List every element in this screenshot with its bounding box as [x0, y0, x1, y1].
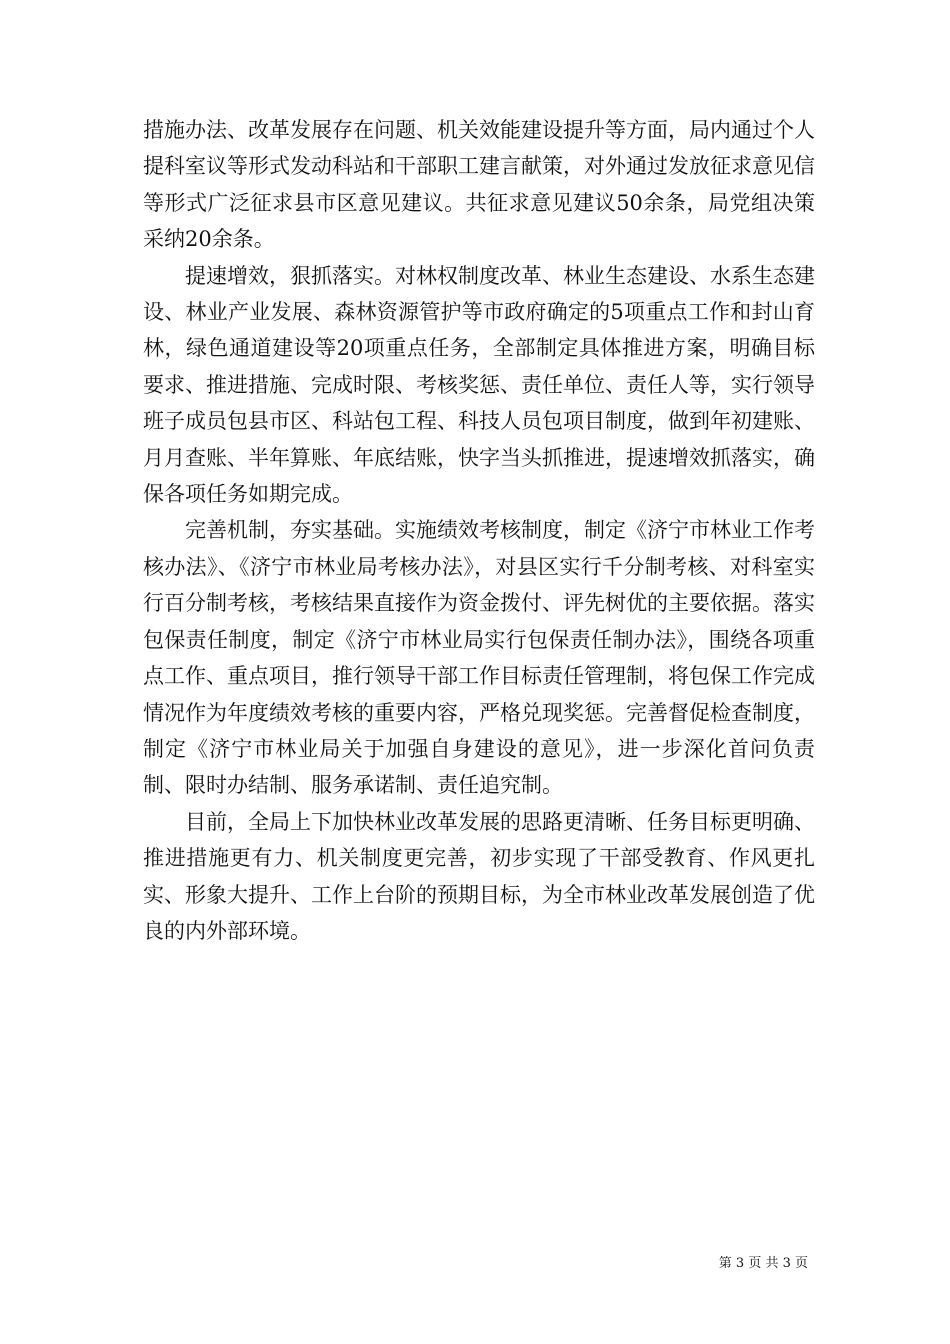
page-number-footer: 第 3 页 共 3 页 [718, 1256, 808, 1271]
paragraph-4: 目前，全局上下加快林业改革发展的思路更清晰、任务目标更明确、推进措施更有力、机关制度更完善，初步实现了干部受教育、作风更扎实、形象大提升、工作上台阶的预期目标，为全市林业改革发展创造了优良的内外部环境。 [143, 809, 815, 943]
paragraph-1: 措施办法、改革发展存在问题、机关效能建设提升等方面，局内通过个人提科室议等形式发动科站和干部职工建言献策，对外通过发放征求意见信等形式广泛征求县市区意见建议。共征求意见建议50余条，局党组决策采纳20余条。 [143, 118, 815, 252]
paragraph-3: 完善机制，夯实基础。实施绩效考核制度，制定《济宁市林业工作考核办法》、《济宁市林业局考核办法》，对县区实行千分制考核、对科室实行百分制考核，考核结果直接作为资金拨付、评先树优的主要依据。落实包保责任制度，制定《济宁市林业局实行包保责任制办法》，围绕各项重点工作、重点项目，推行领导干部工作目标责任管理制，将包保工作完成情况作为年度绩效考核的重要内容，严格兑现奖惩。完善督促检查制度，制定《济宁市林业局关于加强自身建设的意见》，进一步深化首问负责制、限时办结制、服务承诺制、责任追究制。 [143, 518, 815, 798]
body-text [143, 112, 815, 949]
paragraph-2: 提速增效，狠抓落实。对林权制度改革、林业生态建设、水系生态建设、林业产业发展、森林资源管护等市政府确定的5项重点工作和封山育林，绿色通道建设等20项重点任务，全部制定具体推进方案，明确目标要求、推进措施、完成时限、考核奖惩、责任单位、责任人等，实行领导班子成员包县市区、科站包工程、科技人员包项目制度，做到年初建账、月月查账、半年算账、年底结账，快字当头抓推进，提速增效抓落实，确保各项任务如期完成。 [143, 263, 815, 507]
